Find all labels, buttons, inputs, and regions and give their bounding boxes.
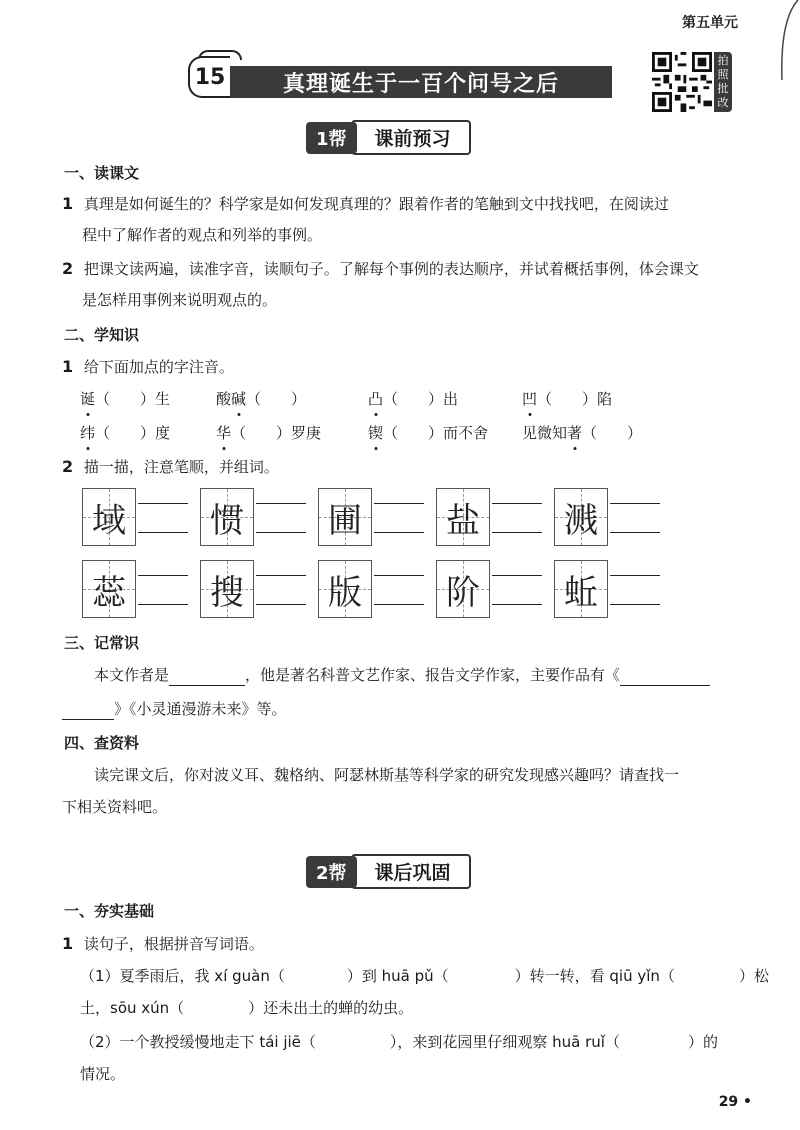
item-text-line2: 程中了解作者的观点和列举的事例。 bbox=[82, 226, 323, 244]
question-2 bbox=[62, 456, 279, 478]
item-number: 1 bbox=[62, 194, 74, 213]
badge-number: 2帮 bbox=[306, 856, 357, 888]
answer-blank[interactable] bbox=[372, 488, 424, 546]
item-text-line1: 真理是如何诞生的？科学家是如何发现真理的？跟着作者的笔触到文中找找吧，在阅读过 bbox=[83, 195, 669, 213]
heading-foundation: 一、夯实基础 bbox=[64, 902, 155, 920]
badge-title: 课后巩固 bbox=[351, 854, 471, 889]
question-number: 1 bbox=[62, 357, 74, 376]
research-line2: 下相关资料吧。 bbox=[62, 798, 168, 816]
tracing-cell: 圃 bbox=[318, 488, 424, 546]
heading-common-knowledge: 三、记常识 bbox=[64, 634, 140, 652]
pinyin-word: 诞（ ）生 bbox=[80, 390, 171, 408]
item-text-line1: 把课文读两遍，读准字音，读顺句子。了解每个事例的表达顺序，并试着概括事例，体会课文 bbox=[83, 260, 699, 278]
tracing-cell: 阶 bbox=[436, 560, 542, 618]
unit-label: 第五单元 bbox=[682, 15, 738, 31]
answer-blank[interactable] bbox=[254, 560, 306, 618]
question-1 bbox=[62, 356, 234, 378]
answer-blank[interactable] bbox=[169, 669, 245, 686]
heading-read-text: 一、读课文 bbox=[64, 164, 140, 182]
sentence-1-line2: 土，sōu xún（ ）还未出土的蝉的幼虫。 bbox=[80, 999, 414, 1017]
question-text: 给下面加点的字注音。 bbox=[83, 358, 234, 376]
answer-blank[interactable] bbox=[254, 488, 306, 546]
pinyin-word: 凹（ ）陷 bbox=[522, 390, 613, 408]
answer-blank[interactable] bbox=[136, 560, 188, 618]
heading-learn-knowledge: 二、学知识 bbox=[64, 326, 140, 344]
answer-blank[interactable] bbox=[372, 560, 424, 618]
tracing-cell: 蚯 bbox=[554, 560, 660, 618]
research-line1: 读完课文后，你对波义耳、魏格纳、阿瑟林斯基等科学家的研究发现感兴趣吗？请查找一 bbox=[94, 766, 680, 784]
question-number: 2 bbox=[62, 457, 74, 476]
tracing-cell: 盐 bbox=[436, 488, 542, 546]
author-question-line2: 》《小灵通漫游未来》等。 bbox=[62, 698, 287, 720]
tracing-cell: 蕊 bbox=[82, 560, 188, 618]
sentence-2-line1: （2）一个教授缓慢地走下 tái jiē（ ），来到花园里仔细观察 huā ruǐ（ ）的 bbox=[80, 1033, 718, 1051]
item-number: 2 bbox=[62, 259, 74, 278]
pinyin-word: 见微知著（ ） bbox=[522, 424, 643, 442]
sentence-2-line2: 情况。 bbox=[80, 1065, 126, 1083]
page-number: 29 • bbox=[718, 1094, 752, 1110]
author-question-line1: 本文作者是 ，他是著名科普文艺作家、报告文学作家，主要作品有《 bbox=[94, 664, 710, 686]
section-badge-2 bbox=[306, 854, 471, 889]
pinyin-word: 酸碱（ ） bbox=[216, 390, 307, 408]
heading-research: 四、查资料 bbox=[64, 734, 140, 752]
tracing-grid-row-2 bbox=[82, 560, 672, 618]
page-corner-curve bbox=[740, 0, 800, 80]
answer-blank[interactable] bbox=[620, 669, 710, 686]
section-badge-1 bbox=[306, 120, 471, 155]
answer-blank[interactable] bbox=[608, 488, 660, 546]
pinyin-word: 纬（ ）度 bbox=[80, 424, 171, 442]
badge-title: 课前预习 bbox=[351, 120, 471, 155]
tracing-cell: 版 bbox=[318, 560, 424, 618]
tracing-cell: 域 bbox=[82, 488, 188, 546]
answer-blank[interactable] bbox=[62, 703, 114, 720]
answer-blank[interactable] bbox=[490, 560, 542, 618]
question-number: 1 bbox=[62, 934, 74, 953]
badge-number: 1帮 bbox=[306, 122, 357, 154]
answer-blank[interactable] bbox=[608, 560, 660, 618]
question-text: 读句子，根据拼音写词语。 bbox=[83, 935, 264, 953]
tracing-cell: 溅 bbox=[554, 488, 660, 546]
sentence-1-line1: （1）夏季雨后，我 xí guàn（ ）到 huā pǔ（ ）转一转，看 qiū yǐn（ ）松 bbox=[80, 967, 769, 985]
question-1 bbox=[62, 933, 264, 955]
tracing-cell: 搜 bbox=[200, 560, 306, 618]
item-1 bbox=[62, 193, 752, 215]
answer-blank[interactable] bbox=[490, 488, 542, 546]
photo-grading-label: 拍照批改 bbox=[714, 52, 732, 112]
tracing-grid-row-1 bbox=[82, 488, 672, 546]
tracing-cell: 惯 bbox=[200, 488, 306, 546]
pinyin-word: 锲（ ）而不舍 bbox=[368, 424, 489, 442]
pinyin-word: 华（ ）罗庚 bbox=[216, 424, 322, 442]
question-text: 描一描，注意笔顺，并组词。 bbox=[83, 458, 279, 476]
lesson-number: 15 bbox=[188, 56, 230, 98]
item-2 bbox=[62, 258, 752, 280]
qr-code-icon[interactable] bbox=[652, 52, 712, 112]
lesson-title: 真理诞生于一百个问号之后 bbox=[230, 66, 612, 98]
item-text-line2: 是怎样用事例来说明观点的。 bbox=[82, 291, 278, 309]
answer-blank[interactable] bbox=[136, 488, 188, 546]
pinyin-word: 凸（ ）出 bbox=[368, 390, 459, 408]
